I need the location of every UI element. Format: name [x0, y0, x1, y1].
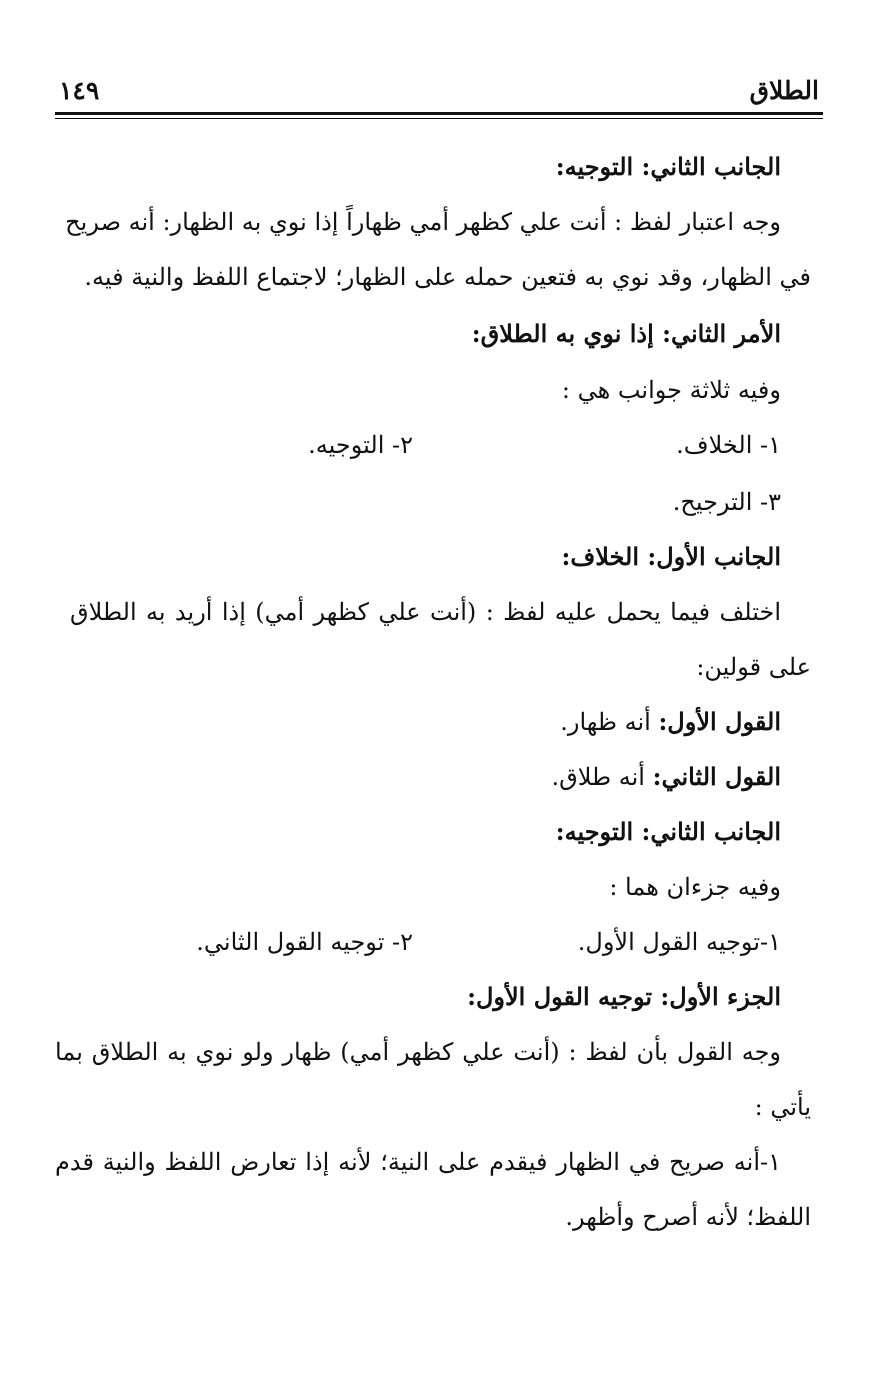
opinion-text: أنه ظهار. [560, 708, 659, 736]
opinion-line [551, 760, 781, 794]
opinion-label: القول الأول: [658, 707, 781, 736]
list-item: ٢- توجيه القول الثاني. [196, 928, 413, 956]
section-heading: الجانب الثاني: التوجيه: [555, 817, 781, 846]
list-item: ١-توجيه القول الأول. [577, 928, 781, 956]
opinion-text: أنه طلاق. [551, 763, 653, 791]
header-rule-thin [55, 118, 823, 119]
section-heading: الأمر الثاني: إذا نوي به الطلاق: [471, 319, 781, 348]
list-item: ١- الخلاف. [676, 431, 781, 459]
paragraph-line: وجه اعتبار لفظ : أنت علي كظهر أمي ظهاراً إذا نوي به الظهار: أنه صريح [65, 208, 781, 236]
list-item: ٢- التوجيه. [308, 431, 413, 459]
paragraph-line: وفيه جزءان هما : [609, 873, 781, 901]
paragraph-line: اللفظ؛ لأنه أصرح وأظهر. [565, 1203, 811, 1231]
section-heading: الجانب الأول: الخلاف: [561, 542, 781, 571]
opinion-line [560, 705, 781, 739]
paragraph-line: وفيه ثلاثة جوانب هي : [561, 376, 781, 404]
paragraph-line: اختلف فيما يحمل عليه لفظ : (أنت علي كظهر أمي) إذا أريد به الطلاق [70, 598, 781, 626]
page-header [55, 76, 823, 106]
section-heading: الجانب الثاني: التوجيه: [555, 152, 781, 181]
list-item: ٣- الترجيح. [672, 488, 781, 516]
header-rule-thick [55, 112, 823, 115]
paragraph-line: على قولين: [696, 653, 811, 681]
page-number: ١٤٩ [59, 76, 100, 105]
running-title: الطلاق [749, 76, 819, 105]
paragraph-line: في الظهار، وقد نوي به فتعين حمله على الظهار؛ لاجتماع اللفظ والنية فيه. [84, 263, 811, 291]
section-heading: الجزء الأول: توجيه القول الأول: [467, 982, 781, 1011]
paragraph-line: يأتي : [754, 1093, 811, 1121]
opinion-label: القول الثاني: [652, 762, 781, 791]
paragraph-line: وجه القول بأن لفظ : (أنت علي كظهر أمي) ظهار ولو نوي به الطلاق بما [55, 1038, 781, 1066]
paragraph-line: ١-أنه صريح في الظهار فيقدم على النية؛ لأنه إذا تعارض اللفظ والنية قدم [55, 1148, 781, 1176]
